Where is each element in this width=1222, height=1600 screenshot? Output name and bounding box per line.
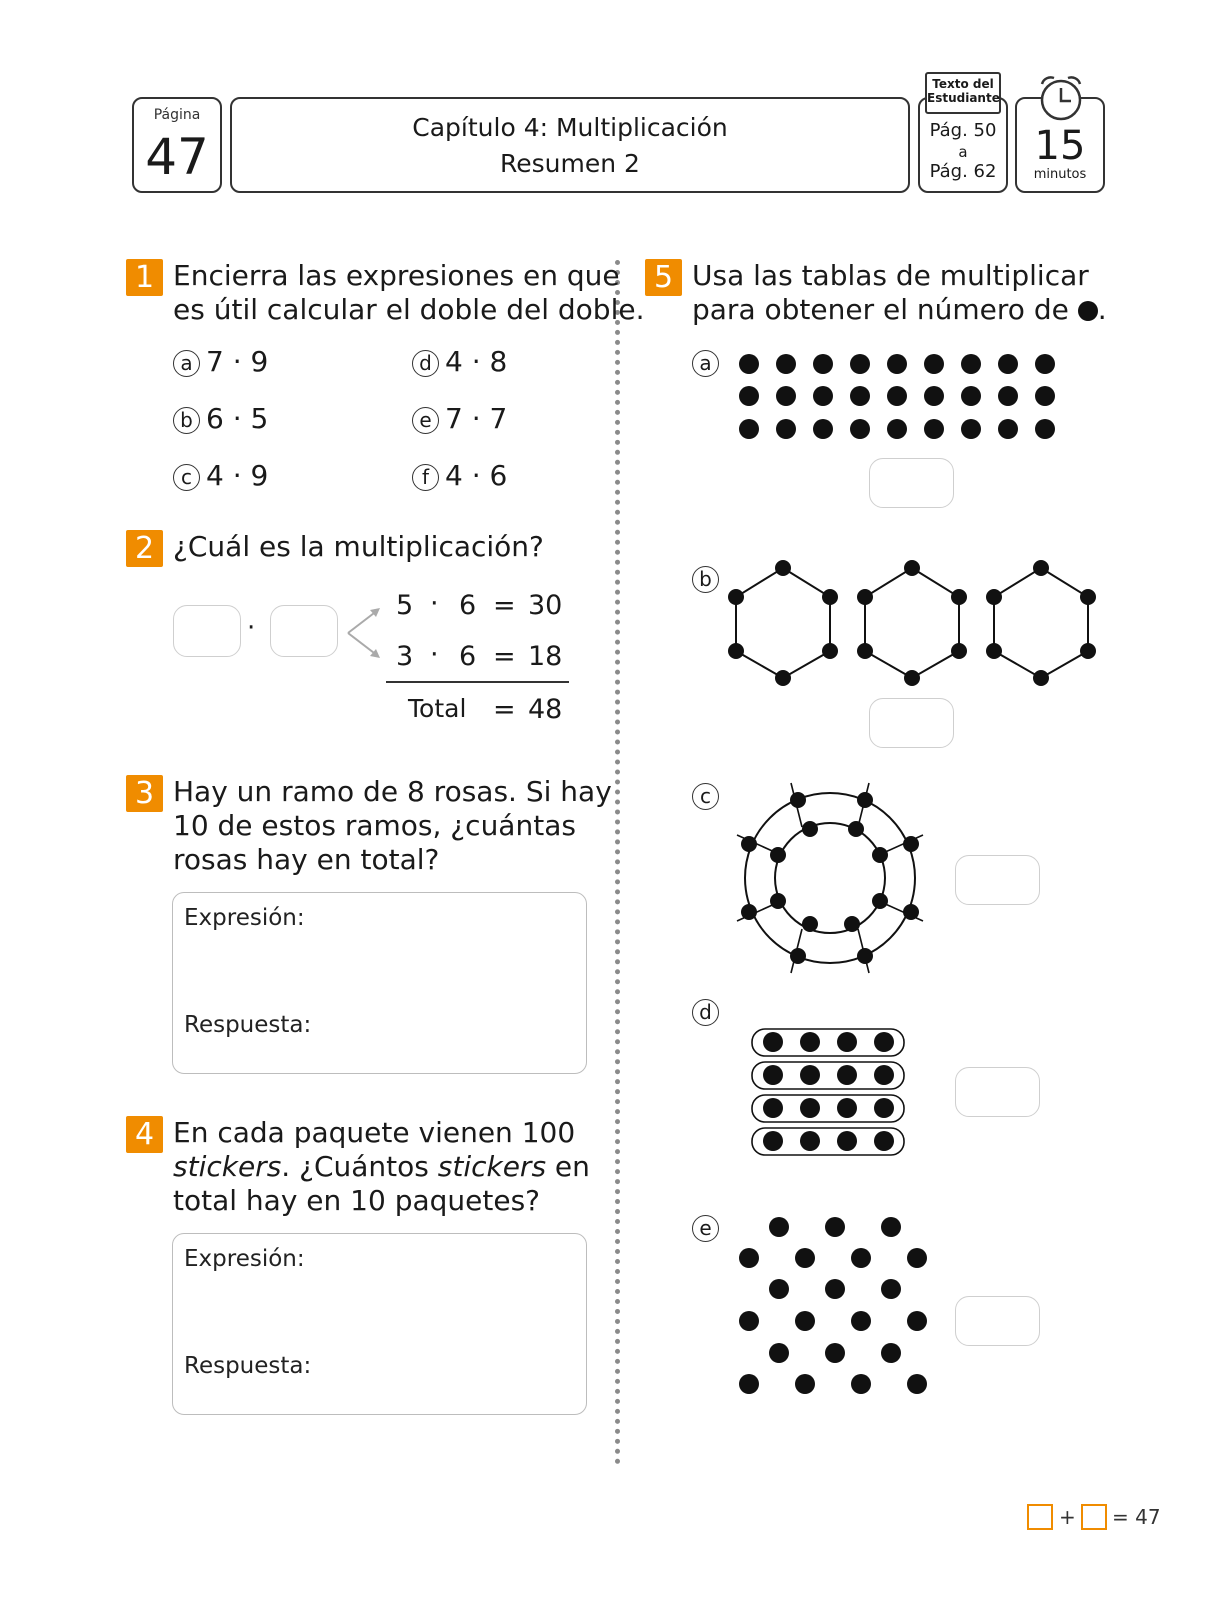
score-box-1[interactable] — [1027, 1504, 1053, 1530]
dot-grid-a — [730, 345, 1066, 445]
item-a-answer[interactable] — [869, 458, 954, 508]
item-e-answer[interactable] — [955, 1296, 1040, 1346]
ref-from: Pág. 50 — [929, 120, 997, 141]
question-1-number: 1 — [126, 259, 163, 296]
total-label: Total — [408, 694, 467, 723]
question-5-text: para obtener el número de — [692, 293, 1069, 326]
item-b-label — [692, 566, 725, 593]
row-1-b: 6 — [459, 590, 477, 621]
item-letter: b — [692, 566, 719, 593]
book-label-1: Texto del — [932, 77, 994, 91]
page-label: Página — [153, 107, 201, 123]
option-expression: 4 · 9 — [206, 459, 269, 492]
column-divider — [615, 260, 620, 1465]
question-3-number: 3 — [126, 775, 163, 812]
item-c-answer[interactable] — [955, 855, 1040, 905]
dot-icon — [1078, 301, 1098, 321]
question-3-line-2: 10 de estos ramos, ¿cuántas — [173, 809, 576, 842]
option-b[interactable] — [173, 404, 268, 434]
option-a[interactable] — [173, 347, 268, 377]
stickers-word: stickers — [173, 1150, 282, 1183]
multiply-dot: · — [247, 613, 256, 643]
question-5-number: 5 — [645, 259, 682, 296]
rings-c — [730, 778, 930, 978]
row-1-result: 30 — [528, 590, 563, 621]
option-letter: a — [173, 350, 200, 377]
question-5-line-1: Usa las tablas de multiplicar — [692, 259, 1089, 292]
question-4-answer-box[interactable] — [172, 1233, 587, 1415]
question-1-line-1: Encierra las expresiones en que — [173, 259, 620, 292]
item-letter: a — [692, 350, 719, 377]
question-4-number: 4 — [126, 1116, 163, 1153]
row-2-eq: = — [493, 641, 516, 672]
factor-1-input[interactable] — [173, 605, 241, 657]
question-4-line-3: total hay en 10 paquetes? — [173, 1184, 541, 1217]
item-d-answer[interactable] — [955, 1067, 1040, 1117]
question-3-line-3: rosas hay en total? — [173, 843, 440, 876]
footer-total: = 47 — [1112, 1505, 1161, 1529]
question-3-answer-box[interactable] — [172, 892, 587, 1074]
ref-to: Pág. 62 — [929, 161, 997, 182]
item-letter: e — [692, 1215, 719, 1242]
row-1-a: 5 — [396, 590, 414, 621]
total-eq: = — [493, 694, 516, 725]
question-1-line-2: es útil calcular el doble del doble. — [173, 293, 645, 326]
item-e-label — [692, 1215, 725, 1242]
item-d-label — [692, 999, 725, 1026]
option-expression: 6 · 5 — [206, 402, 269, 435]
row-2-result: 18 — [528, 641, 563, 672]
question-2-number: 2 — [126, 530, 163, 567]
option-c[interactable] — [173, 461, 268, 491]
expression-label: Expresión: — [184, 905, 305, 931]
option-letter: b — [173, 407, 200, 434]
sum-line — [386, 681, 569, 683]
row-1-eq: = — [493, 590, 516, 621]
book-icon — [925, 72, 1001, 114]
question-4-line-2 — [173, 1150, 590, 1184]
ref-a: a — [958, 143, 968, 161]
time-value: 15 — [1034, 123, 1086, 169]
answer-label: Respuesta: — [184, 1012, 312, 1038]
page-number-box — [132, 97, 222, 193]
item-letter: d — [692, 999, 719, 1026]
stickers-word: stickers — [437, 1150, 547, 1183]
row-1-op: · — [430, 588, 439, 619]
chapter-title: Capítulo 4: Multiplicación — [412, 113, 728, 142]
book-label-2: Estudiante — [927, 91, 1000, 105]
grouped-dots-d — [750, 1026, 906, 1158]
item-b-answer[interactable] — [869, 698, 954, 748]
option-f[interactable] — [412, 461, 507, 491]
page-number: 47 — [145, 128, 209, 186]
row-2-op: · — [430, 639, 439, 670]
hexagons-b — [722, 560, 1102, 690]
total-value: 48 — [528, 694, 563, 725]
dot-pattern-e — [730, 1210, 940, 1400]
option-e[interactable] — [412, 404, 507, 434]
item-c-label — [692, 783, 725, 810]
answer-label: Respuesta: — [184, 1353, 312, 1379]
option-letter: d — [412, 350, 439, 377]
factor-2-input[interactable] — [270, 605, 338, 657]
item-a-label — [692, 350, 725, 377]
question-4-text: en — [546, 1150, 590, 1183]
option-letter: e — [412, 407, 439, 434]
expression-label: Expresión: — [184, 1246, 305, 1272]
option-expression: 4 · 6 — [445, 459, 508, 492]
question-2-text: ¿Cuál es la multiplicación? — [173, 530, 544, 563]
option-expression: 4 · 8 — [445, 345, 508, 378]
score-box-2[interactable] — [1081, 1504, 1107, 1530]
footer-plus: + — [1059, 1505, 1076, 1529]
question-4-text: . ¿Cuántos — [281, 1150, 438, 1183]
alarm-clock-icon — [1035, 72, 1087, 122]
option-letter: c — [173, 464, 200, 491]
time-unit: minutos — [1033, 167, 1087, 182]
option-letter: f — [412, 464, 439, 491]
chapter-subtitle: Resumen 2 — [500, 149, 640, 178]
branch-arrows — [340, 598, 386, 668]
option-d[interactable] — [412, 347, 507, 377]
question-3-line-1: Hay un ramo de 8 rosas. Si hay — [173, 775, 612, 808]
question-5-line-2: para obtener el número de . — [692, 293, 1107, 326]
option-expression: 7 · 7 — [445, 402, 508, 435]
option-expression: 7 · 9 — [206, 345, 269, 378]
row-2-a: 3 — [396, 641, 414, 672]
row-2-b: 6 — [459, 641, 477, 672]
item-letter: c — [692, 783, 719, 810]
chapter-title-box — [230, 97, 910, 193]
question-4-line-1: En cada paquete vienen 100 — [173, 1116, 576, 1149]
